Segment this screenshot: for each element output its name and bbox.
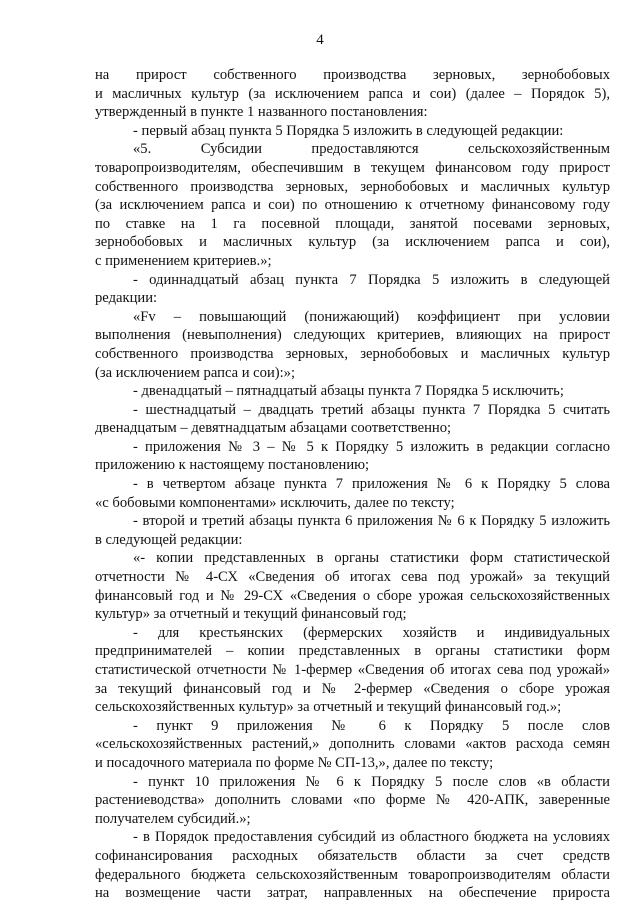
text-line: - одиннадцатый абзац пункта 7 Порядка 5 изложить в следующей — [133, 271, 610, 288]
body-text — [95, 66, 610, 903]
text-line: предпринимателей – копии представленных в органы статистики форм — [95, 643, 610, 660]
text-line: и посадочного материала по форме № СП-13,», далее по тексту; — [95, 754, 494, 771]
text-line: «5. Субсидии предоставляются сельскохозяйственным — [133, 141, 610, 158]
text-line: собственного производства зерновых, зернобобовых и масличных культур — [95, 178, 610, 195]
text-line: на возмещение части затрат, направленных на обеспечение прироста — [95, 885, 610, 902]
text-line: - пункт 9 приложения № 6 к Порядку 5 после слов — [133, 717, 610, 734]
text-line: - в Порядок предоставления субсидий из областного бюджета на условиях — [133, 829, 610, 846]
text-line: растениеводства» дополнить словами «по форме № 420-АПК, заверенные — [95, 792, 610, 809]
text-line: собственного производства зерновых, зернобобовых и масличных культур — [95, 345, 610, 362]
text-line: и масличных культур (за исключением рапса и сои) (далее – Порядок 5), — [95, 85, 610, 102]
text-line: в следующей редакции: — [95, 531, 243, 548]
text-line: с применением критериев.»; — [95, 252, 272, 269]
text-line: «Fv – повышающий (понижающий) коэффициент при условии — [133, 308, 610, 325]
text-line: статистической отчетности № 1-фермер «Сведения об итогах сева под урожай» — [95, 662, 610, 678]
text-line: - в четвертом абзаце пункта 7 приложения № 6 к Порядку 5 слова — [133, 476, 610, 493]
text-line: получателем субсидий.»; — [95, 810, 251, 827]
text-line: федерального бюджета сельскохозяйственным товаропроизводителям области — [95, 866, 610, 883]
text-line: редакции: — [95, 290, 158, 307]
text-line: «- копии представленных в органы статистики форм статистической — [133, 550, 610, 567]
text-line: (за исключением рапса и сои) по отношению к отчетному финансовому году — [95, 197, 610, 214]
text-line: - второй и третий абзацы пункта 6 приложения № 6 к Порядку 5 изложить — [133, 513, 610, 530]
text-line: зернобобовых и масличных культур (за исключением рапса и сои), — [95, 234, 610, 251]
text-line: финансовый год и № 29-СХ «Сведения о сборе урожая сельскохозяйственных — [95, 587, 610, 604]
text-line: - пункт 10 приложения № 6 к Порядку 5 после слов «в области — [133, 773, 610, 790]
text-line: приложению к настоящему постановлению; — [95, 457, 370, 474]
text-line: отчетности № 4-СХ «Сведения об итогах сева под урожай» за текущий — [95, 569, 610, 586]
text-line: двенадцатым – девятнадцатым абзацами соответственно; — [95, 420, 452, 437]
text-line: софинансирования расходных обязательств области за счет средств — [95, 847, 610, 864]
text-line: - приложения № 3 – № 5 к Порядку 5 изложить в редакции согласно — [133, 438, 610, 455]
text-line: по ставке на 1 га посевной площади, занятой посевами зерновых, — [95, 215, 610, 232]
text-line: выполнения (невыполнения) следующих критериев, влияющих на прирост — [95, 327, 610, 344]
text-line: товаропроизводителям, обеспечившим в текущем финансовом году прирост — [95, 159, 610, 176]
page-number: 4 — [316, 32, 324, 48]
text-line: за текущий финансовый год и № 2-фермер «Сведения о сборе урожая — [95, 680, 610, 697]
text-line: (за исключением рапса и сои):»; — [95, 364, 296, 381]
text-line: на прирост собственного производства зерновых, зернобобовых — [95, 67, 610, 83]
text-line: «сельскохозяйственных растений,» дополнить словами «актов расхода семян — [95, 736, 610, 753]
text-line: - двенадцатый – пятнадцатый абзацы пункта 7 Порядка 5 исключить; — [133, 383, 564, 400]
text-line: «с бобовыми компонентами» исключить, далее по тексту; — [95, 494, 455, 511]
text-line: - первый абзац пункта 5 Порядка 5 изложить в следующей редакции: — [133, 122, 564, 139]
text-line: сельскохозяйственных культур» за отчетный и текущий финансовый год.»; — [95, 699, 562, 716]
text-line: культур» за отчетный и текущий финансовый год; — [95, 606, 407, 623]
text-line: утвержденный в пункте 1 названного постановления: — [95, 104, 428, 121]
text-line: - шестнадцатый – двадцать третий абзацы пункта 7 Порядка 5 считать — [133, 401, 610, 418]
text-line: - для крестьянских (фермерских хозяйств и индивидуальных — [133, 624, 610, 641]
